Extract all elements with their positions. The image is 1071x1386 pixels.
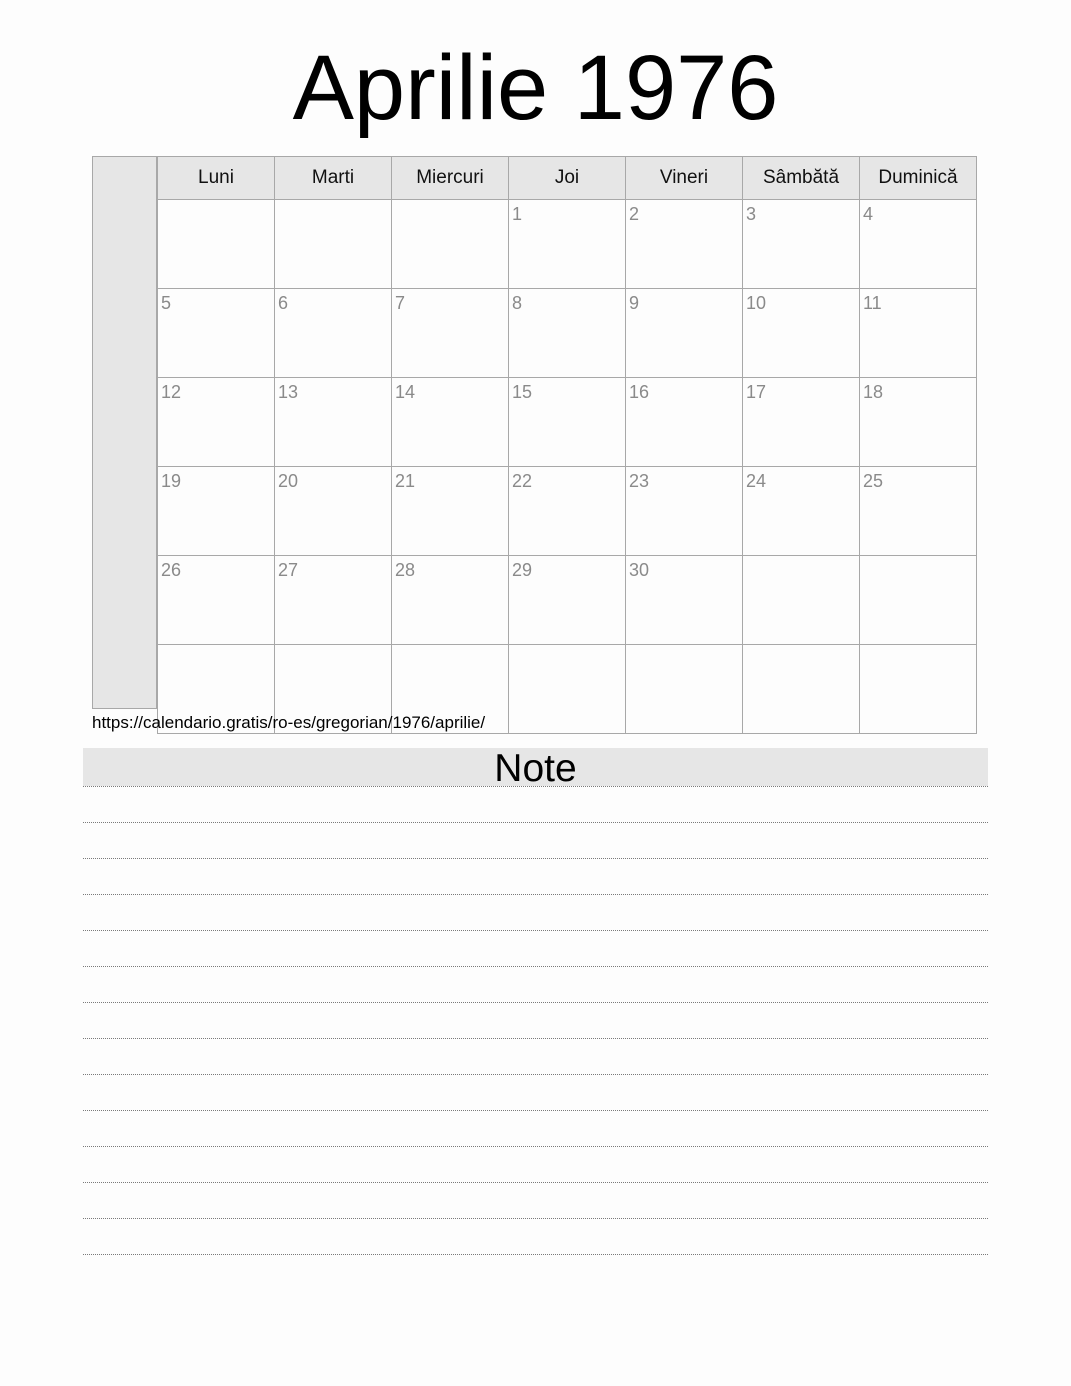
day-cell: 20 — [275, 467, 392, 556]
notes-title: Note — [83, 748, 988, 786]
day-cell: 3 — [743, 200, 860, 289]
week-row — [158, 467, 977, 556]
day-cell: 9 — [626, 289, 743, 378]
note-line — [83, 1219, 988, 1255]
note-line — [83, 895, 988, 931]
day-cell: 30 — [626, 556, 743, 645]
day-cell: 28 — [392, 556, 509, 645]
week-row — [158, 556, 977, 645]
weekday-header: Vineri — [626, 157, 743, 200]
day-cell: 1 — [509, 200, 626, 289]
day-cell: 26 — [158, 556, 275, 645]
day-cell: 29 — [509, 556, 626, 645]
weekday-header: Sâmbătă — [743, 157, 860, 200]
note-line — [83, 1111, 988, 1147]
note-line — [83, 1003, 988, 1039]
note-line — [83, 1183, 988, 1219]
day-cell: 15 — [509, 378, 626, 467]
day-cell: 7 — [392, 289, 509, 378]
day-cell: 25 — [860, 467, 977, 556]
day-cell: 5 — [158, 289, 275, 378]
source-url: https://calendario.gratis/ro-es/gregorian/1976/aprilie/ — [92, 713, 486, 732]
day-cell: 12 — [158, 378, 275, 467]
day-cell: 16 — [626, 378, 743, 467]
day-cell: 14 — [392, 378, 509, 467]
day-cell — [392, 200, 509, 289]
weekday-header: Duminică — [860, 157, 977, 200]
page-title: Aprilie 1976 — [292, 37, 779, 139]
notes-lines — [83, 786, 988, 1255]
weekday-header: Miercuri — [392, 157, 509, 200]
day-cell: 18 — [860, 378, 977, 467]
day-cell: 17 — [743, 378, 860, 467]
day-cell: 11 — [860, 289, 977, 378]
day-cell: 22 — [509, 467, 626, 556]
note-line — [83, 1075, 988, 1111]
calendar-grid — [157, 156, 977, 734]
day-cell — [626, 645, 743, 734]
day-cell: 19 — [158, 467, 275, 556]
note-line — [83, 1147, 988, 1183]
weekday-header: Marti — [275, 157, 392, 200]
day-cell — [509, 645, 626, 734]
note-line — [83, 787, 988, 823]
note-line — [83, 967, 988, 1003]
day-cell: 6 — [275, 289, 392, 378]
day-cell: 24 — [743, 467, 860, 556]
day-cell: 13 — [275, 378, 392, 467]
weekday-header: Luni — [158, 157, 275, 200]
day-cell: 2 — [626, 200, 743, 289]
day-cell: 27 — [275, 556, 392, 645]
note-line — [83, 1039, 988, 1075]
day-cell — [860, 556, 977, 645]
note-line — [83, 823, 988, 859]
day-cell: 10 — [743, 289, 860, 378]
day-cell: 4 — [860, 200, 977, 289]
weekday-header-row — [158, 157, 977, 200]
week-number-column — [92, 156, 157, 709]
week-row — [158, 289, 977, 378]
day-cell: 8 — [509, 289, 626, 378]
day-cell: 21 — [392, 467, 509, 556]
day-cell — [158, 200, 275, 289]
week-row — [158, 200, 977, 289]
day-cell: 23 — [626, 467, 743, 556]
day-cell — [743, 645, 860, 734]
day-cell — [275, 200, 392, 289]
note-line — [83, 859, 988, 895]
day-cell — [860, 645, 977, 734]
week-row — [158, 378, 977, 467]
note-line — [83, 931, 988, 967]
day-cell — [743, 556, 860, 645]
weekday-header: Joi — [509, 157, 626, 200]
